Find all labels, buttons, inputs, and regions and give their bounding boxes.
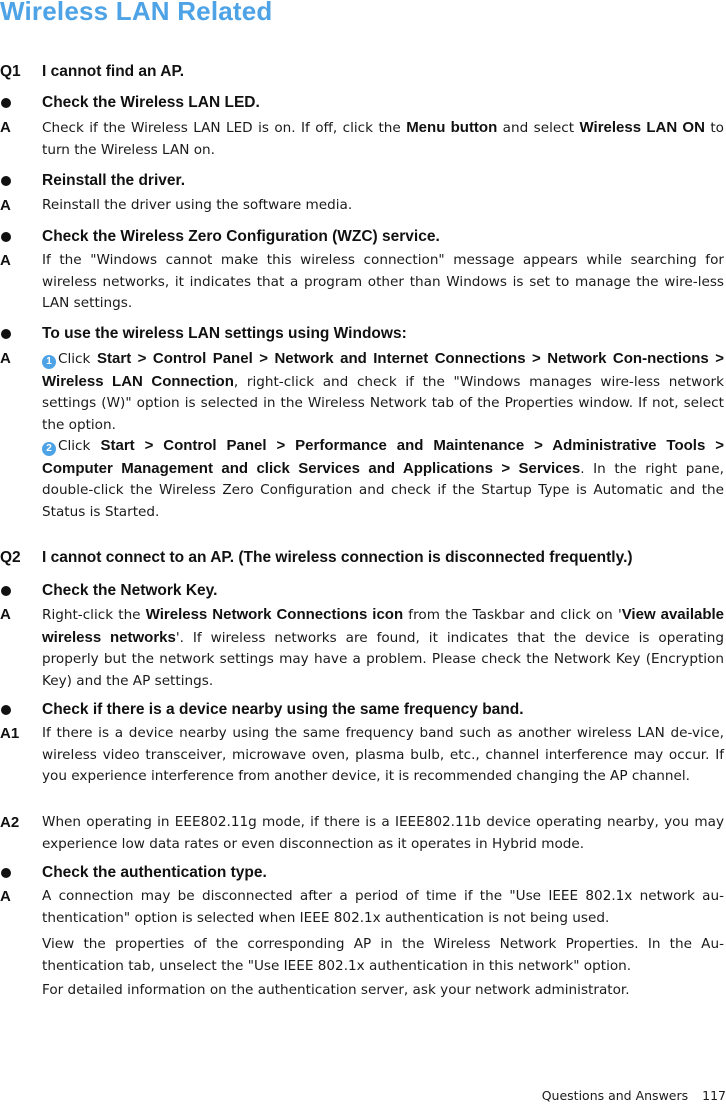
bullet-icon bbox=[1, 176, 11, 186]
answer-label: A bbox=[0, 119, 11, 136]
answer-step-1: 1 Click Start > Control Panel > Network and Internet Connections > Network Con-nections > Wireless LAN Connection, right-click and check if the "Windows manages wire-less network settings (W)" option is selected in the Wireless Network tab of the Properties window. If not, select the option. bbox=[42, 350, 724, 433]
bullet-icon bbox=[1, 232, 11, 242]
answer-text: If there is a device nearby using the same frequency band such as another wireless LAN de-vice, wireless video transceiver, microwave oven, plasma bulb, etc., channel interference may occur. If you experience interference from another device, it is recommended changing the AP channel. bbox=[42, 725, 724, 784]
bold-term: Wireless LAN ON bbox=[579, 119, 705, 136]
answer-label: A bbox=[0, 606, 11, 623]
answer-text: If the "Windows cannot make this wireless connection" message appears while searching for wireless networks, it indicates that a program other than Windows is set to manage the wire-less LAN settings. bbox=[42, 252, 724, 311]
footer-section: Questions and Answers bbox=[541, 1088, 689, 1103]
check-text: Check the Wireless Zero Configuration (WZC) service. bbox=[42, 228, 440, 245]
bold-term: Menu button bbox=[406, 119, 498, 136]
bullet-icon bbox=[1, 705, 11, 715]
check-text: Check if there is a device nearby using the same frequency band. bbox=[42, 701, 524, 718]
bullet-icon bbox=[1, 98, 11, 108]
step-1-icon: 1 bbox=[42, 355, 56, 369]
step-2-icon: 2 bbox=[42, 442, 56, 456]
check-text: Check the authentication type. bbox=[42, 864, 267, 881]
answer-label: A2 bbox=[0, 814, 20, 831]
answer-text: Reinstall the driver using the software media. bbox=[42, 197, 353, 213]
question-label: Q2 bbox=[0, 549, 21, 566]
answer-text: Check if the Wireless LAN LED is on. If off, click the Menu button and select Wireless LAN ON to turn the Wireless LAN on. bbox=[42, 119, 725, 158]
answer-paragraph: View the properties of the corresponding AP in the Wireless Network Properties. In the Au-thentication tab, unselect the "Use IEEE 802.1x authentication in this network" option. bbox=[42, 936, 724, 974]
question-text: I cannot connect to an AP. (The wireless connection is disconnected frequently.) bbox=[42, 549, 633, 566]
bullet-icon bbox=[1, 868, 11, 878]
bullet-icon bbox=[1, 586, 11, 596]
answer-label: A bbox=[0, 350, 11, 367]
bold-term: Start > Control Panel > Network and Internet Connections > Network Con-nections > Wireless LAN Connection bbox=[42, 350, 724, 390]
question-label: Q1 bbox=[0, 63, 21, 80]
page-title: Wireless LAN Related bbox=[0, 0, 273, 26]
bold-term: Wireless Network Connections icon bbox=[145, 606, 404, 623]
answer-label: A bbox=[0, 252, 11, 269]
answer-label: A bbox=[0, 888, 11, 905]
bold-term: Start > Control Panel > Performance and Maintenance > Administrative Tools > Computer Management and click Services and Applications > Services bbox=[42, 437, 724, 477]
check-text: Check the Network Key. bbox=[42, 582, 218, 599]
answer-text: Right-click the Wireless Network Connections icon from the Taskbar and click on 'View available wireless networks'. If wireless networks are found, it indicates that the device is operating properly but the network settings may have a problem. Please check the Network Key (Encryption Key) and the AP settings. bbox=[42, 606, 724, 689]
answer-label: A1 bbox=[0, 725, 20, 742]
answer-text: A connection may be disconnected after a period of time if the "Use IEEE 802.1x network au-thentication" option is selected when IEEE 802.1x authentication is not being used. bbox=[42, 888, 724, 926]
page-footer bbox=[542, 1088, 726, 1103]
answer-label: A bbox=[0, 197, 11, 214]
answer-step-2: 2 Click Start > Control Panel > Performance and Maintenance > Administrative Tools > Computer Management and click Services and Applications > Services. In the right pane, double-click the Wireless Zero Configuration and check if the Startup Type is Automatic and the Status is Started. bbox=[42, 437, 724, 520]
bold-term: View available wireless networks bbox=[42, 606, 724, 646]
check-text: To use the wireless LAN settings using Windows: bbox=[42, 325, 407, 342]
check-text: Check the Wireless LAN LED. bbox=[42, 94, 260, 111]
page-number: 117 bbox=[702, 1088, 726, 1103]
answer-text: When operating in EEE802.11g mode, if there is a IEEE802.11b device operating nearby, you may experience low data rates or even disconnection as it operates in Hybrid mode. bbox=[42, 814, 724, 852]
check-text: Reinstall the driver. bbox=[42, 172, 185, 189]
answer-paragraph: For detailed information on the authentication server, ask your network administrator. bbox=[42, 982, 630, 998]
bullet-icon bbox=[1, 329, 11, 339]
question-text: I cannot find an AP. bbox=[42, 63, 185, 80]
